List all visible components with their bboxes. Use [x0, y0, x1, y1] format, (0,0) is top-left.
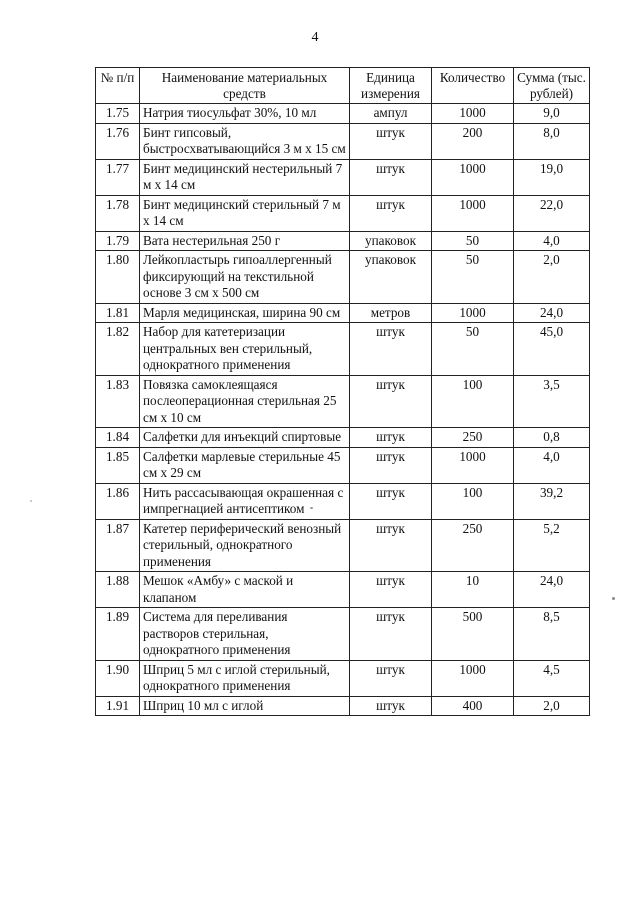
header-num: № п/п	[96, 68, 140, 104]
cell-unit: штук	[350, 447, 432, 483]
scan-speck	[612, 597, 615, 600]
cell-qty: 250	[432, 428, 514, 448]
cell-sum: 4,0	[514, 447, 590, 483]
scan-speck	[30, 500, 32, 502]
cell-qty: 1000	[432, 195, 514, 231]
cell-unit: штук	[350, 123, 432, 159]
table-row	[96, 428, 590, 448]
cell-num: 1.87	[96, 519, 140, 572]
cell-name: Мешок «Амбу» с маской и клапаном	[140, 572, 350, 608]
cell-qty: 1000	[432, 303, 514, 323]
cell-sum: 24,0	[514, 303, 590, 323]
cell-name: Бинт медицинский нестерильный 7 м х 14 см	[140, 159, 350, 195]
cell-sum: 24,0	[514, 572, 590, 608]
table-row	[96, 323, 590, 376]
cell-name: Лейкопластырь гипоаллергенный фиксирующий на текстильной основе 3 см х 500 см	[140, 251, 350, 304]
table-row	[96, 696, 590, 716]
cell-qty: 1000	[432, 660, 514, 696]
cell-num: 1.77	[96, 159, 140, 195]
cell-name: Система для переливания растворов стерильная, однократного применения	[140, 608, 350, 661]
table-row	[96, 519, 590, 572]
cell-num: 1.78	[96, 195, 140, 231]
header-name: Наименование материальных средств	[140, 68, 350, 104]
cell-num: 1.79	[96, 231, 140, 251]
cell-num: 1.84	[96, 428, 140, 448]
table-row	[96, 483, 590, 519]
cell-sum: 19,0	[514, 159, 590, 195]
table-row	[96, 123, 590, 159]
cell-qty: 10	[432, 572, 514, 608]
cell-unit: ампул	[350, 104, 432, 124]
cell-qty: 100	[432, 375, 514, 428]
cell-sum: 3,5	[514, 375, 590, 428]
cell-unit: штук	[350, 519, 432, 572]
cell-unit: штук	[350, 375, 432, 428]
cell-sum: 9,0	[514, 104, 590, 124]
table-row	[96, 104, 590, 124]
cell-sum: 8,5	[514, 608, 590, 661]
table-body	[96, 104, 590, 716]
header-sum: Сумма (тыс. рублей)	[514, 68, 590, 104]
cell-sum: 22,0	[514, 195, 590, 231]
cell-qty: 500	[432, 608, 514, 661]
cell-qty: 200	[432, 123, 514, 159]
header-qty: Количество	[432, 68, 514, 104]
cell-sum: 8,0	[514, 123, 590, 159]
cell-unit: штук	[350, 572, 432, 608]
cell-sum: 5,2	[514, 519, 590, 572]
cell-sum: 4,0	[514, 231, 590, 251]
cell-unit: штук	[350, 428, 432, 448]
cell-unit: метров	[350, 303, 432, 323]
cell-name: Марля медицинская, ширина 90 см	[140, 303, 350, 323]
cell-unit: упаковок	[350, 231, 432, 251]
table-header	[96, 68, 590, 104]
cell-num: 1.76	[96, 123, 140, 159]
page-number: 4	[311, 30, 319, 45]
cell-sum: 0,8	[514, 428, 590, 448]
cell-num: 1.80	[96, 251, 140, 304]
cell-qty: 50	[432, 231, 514, 251]
cell-sum: 2,0	[514, 251, 590, 304]
cell-qty: 1000	[432, 447, 514, 483]
table-row	[96, 572, 590, 608]
table-row	[96, 447, 590, 483]
cell-num: 1.88	[96, 572, 140, 608]
cell-name: Бинт медицинский стерильный 7 м х 14 см	[140, 195, 350, 231]
cell-num: 1.81	[96, 303, 140, 323]
cell-name: Натрия тиосульфат 30%, 10 мл	[140, 104, 350, 124]
cell-name: Вата нестерильная 250 г	[140, 231, 350, 251]
cell-unit: штук	[350, 483, 432, 519]
table-row	[96, 375, 590, 428]
cell-unit: штук	[350, 323, 432, 376]
cell-qty: 50	[432, 251, 514, 304]
header-row	[96, 68, 590, 104]
cell-qty: 1000	[432, 159, 514, 195]
cell-unit: штук	[350, 660, 432, 696]
cell-name: Шприц 5 мл с иглой стерильный, однократного применения	[140, 660, 350, 696]
cell-name: Повязка самоклеящаяся послеоперационная стерильная 25 см х 10 см	[140, 375, 350, 428]
cell-unit: штук	[350, 159, 432, 195]
cell-num: 1.85	[96, 447, 140, 483]
cell-name: Шприц 10 мл с иглой	[140, 696, 350, 716]
cell-num: 1.91	[96, 696, 140, 716]
cell-qty: 400	[432, 696, 514, 716]
cell-unit: упаковок	[350, 251, 432, 304]
cell-sum: 39,2	[514, 483, 590, 519]
table-row	[96, 608, 590, 661]
table-row	[96, 303, 590, 323]
cell-sum: 45,0	[514, 323, 590, 376]
cell-num: 1.75	[96, 104, 140, 124]
cell-qty: 250	[432, 519, 514, 572]
cell-num: 1.89	[96, 608, 140, 661]
table-row	[96, 251, 590, 304]
materials-table	[95, 67, 590, 716]
cell-qty: 50	[432, 323, 514, 376]
cell-sum: 4,5	[514, 660, 590, 696]
header-unit: Единица измерения	[350, 68, 432, 104]
table-row	[96, 660, 590, 696]
cell-name: Катетер периферический венозный стерильный, однократного применения	[140, 519, 350, 572]
cell-name: Бинт гипсовый, быстросхватывающийся 3 м х 15 см	[140, 123, 350, 159]
cell-qty: 100	[432, 483, 514, 519]
cell-num: 1.90	[96, 660, 140, 696]
cell-name: Салфетки для инъекций спиртовые	[140, 428, 350, 448]
cell-num: 1.86	[96, 483, 140, 519]
cell-unit: штук	[350, 608, 432, 661]
scan-speck	[310, 507, 313, 509]
table-row	[96, 195, 590, 231]
cell-name: Нить рассасывающая окрашенная с импрегнацией антисептиком	[140, 483, 350, 519]
cell-num: 1.82	[96, 323, 140, 376]
cell-num: 1.83	[96, 375, 140, 428]
table-row	[96, 159, 590, 195]
cell-name: Салфетки марлевые стерильные 45 см х 29 см	[140, 447, 350, 483]
table-row	[96, 231, 590, 251]
cell-sum: 2,0	[514, 696, 590, 716]
cell-unit: штук	[350, 195, 432, 231]
cell-name: Набор для катетеризации центральных вен стерильный, однократного применения	[140, 323, 350, 376]
cell-unit: штук	[350, 696, 432, 716]
cell-qty: 1000	[432, 104, 514, 124]
